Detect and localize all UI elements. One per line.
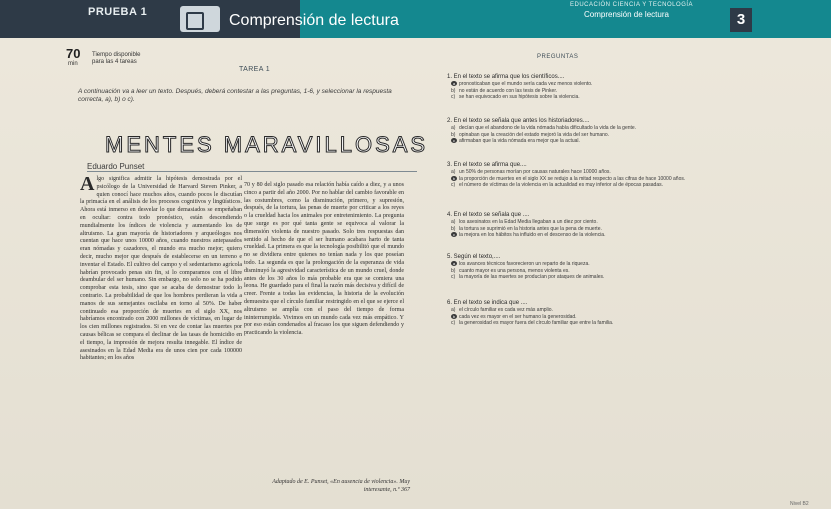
question-stem: 2. En el texto se señala que antes los historiadores.... — [447, 118, 590, 124]
option-text: la proporción de muertes en el siglo XX se redujo a la mitad respecto a las cifras de hace 10000 años. — [459, 175, 686, 182]
answer-option[interactable] — [447, 182, 827, 188]
question-2 — [447, 118, 827, 144]
option-text: pronosticaban que el mundo sería cada vez menos violento. — [459, 81, 593, 88]
question-6 — [447, 300, 827, 326]
answer-option[interactable] — [447, 138, 827, 144]
article-column-2: 70 y 80 del siglo pasado esa relación había caído a diez, y a unos cinco a partir del año 2000. Por no hablar del cambio favorable en las costumbres, como la disminución, primero, y supresión, después, de la tortura, las penas de muerte por criticar a los reyes o la crueldad hacia los animales por entretenimiento. La pregunta que surge es por qué tanta gente se equivoca al valorar la dimensión violenta de nuestro pasado. Solo tres respuestas dan sentido al hecho de que el ser humano acabara harto de tanta crueldad. La primera es que la tecnología posibilitó que el mundo no se dividiera entre quienes no tenían nada y los que poseían todo. La segunda es que la prolongación de la esperanza de vida disminuyó la agresividad característica de un mundo cruel, donde antes de los 30 años lo más probable era que se comiera una leona. He guardado para el final la razón más decisiva y difícil de creer. Frente a todas las evidencias, la historia de la evolución demuestra que el círculo familiar restringido en el que se ejerce el altruismo se amplía con el paso del tiempo de forma ininterrumpida. Vivimos en un mundo cada vez más empático. Y por eso están condenados al fracaso los que siguen defendiendo y practicando la violencia. — [244, 182, 404, 337]
option-mark: b) — [451, 267, 456, 274]
option-mark: a) — [451, 169, 456, 176]
option-text: afirmaban que la vida nómada era mejor que la actual. — [459, 137, 580, 144]
article-author: Eduardo Punset — [87, 162, 145, 171]
page-title: Comprensión de lectura — [229, 12, 399, 29]
footer-code: Nivel B2 — [790, 501, 809, 507]
questions-header: PREGUNTAS — [537, 54, 579, 60]
option-mark: c) — [451, 93, 456, 100]
option-mark: c) — [451, 319, 456, 326]
option-mark: c) — [451, 181, 456, 188]
question-stem: 6. En el texto se indica que .... — [447, 300, 528, 306]
option-text: la mayoría de las muertes se producían por ataques de animales. — [459, 273, 605, 280]
question-4 — [447, 212, 827, 238]
option-text: el círculo familiar es cada vez más amplio. — [459, 307, 553, 314]
option-mark: c) — [451, 273, 456, 280]
article-column-1-text: lgo significa admitir la hipótesis demostrada por el psicólogo de la Universidad de Harvard Steven Pinker, a quien conocí hace muchos años, cuando pocos le discutían la primacía en el análisis de los procesos cognitivos y lingüísticos. Ahora está inmerso en desvelar lo que demasiados se empeñaban en ocultar: contra todo pronóstico, están descendiendo mundialmente los índices de violencia y aumentando los de altruismo. La gran mayoría de historiadores y arqueólogos nos cuentan que hace unos 10000 años, cuando nuestros antepasados eran nómadas y cazadores, el mundo era mucho mejor; quiero decir, mucho mejor que después de establecerse en un terreno e inventar el Estado. El cultivo del campo y el sedentarismo agrícola habrían provocado penas sin fin, si lo comparamos con el libre deambular del ser humano. Sin embargo, no solo no se ha podido comprobar esta tesis, sino que se acaba de demostrar todo lo contrario. La probabilidad de que los hombres perdieran la vida a manos de sus semejantes oscilaba en torno al 50%. De haber continuado esa proporción de muertes en el siglo XX, nos habríamos encontrado con 2000 millones de víctimas, en lugar de los cien millones registrados. Si en vez de contar las muertes por causas bélicas se compara el declinar de las tasas de homicidio en el tiempo, la impresión de mejora resulta innegable. El índice de asesinados en la Edad Media era de unos cien por cada 100000 habitantes; en los años — [80, 176, 242, 362]
author-divider — [87, 171, 417, 172]
answer-option[interactable] — [447, 232, 827, 238]
option-mark: a — [452, 261, 456, 267]
test-label: PRUEBA 1 — [88, 6, 148, 18]
option-text: opinaban que la creación del estado mejoró la vida del ser humano. — [459, 131, 610, 138]
question-stem: 1. En el texto se afirma que los científicos.... — [447, 74, 565, 80]
option-text: la mejora en los hábitos ha influido en el descenso de la violencia. — [459, 231, 606, 238]
option-mark: a) — [451, 307, 456, 314]
article-credit: Adaptado de E. Punset, «En ausencia de violencia». Muy interesante, n.º 367 — [272, 479, 410, 493]
question-stem: 4. En el texto se señala que .... — [447, 212, 530, 218]
option-text: no están de acuerdo con las tesis de Pinker. — [459, 87, 558, 94]
question-1 — [447, 74, 827, 100]
question-5 — [447, 254, 827, 280]
drop-cap: A — [80, 173, 95, 195]
article-column-1 — [80, 173, 242, 363]
time-value: 70 — [66, 46, 81, 61]
option-text: un 50% de personas morían por causas naturales hace 10000 años. — [459, 169, 611, 176]
answer-option[interactable] — [447, 94, 827, 100]
reading-book-icon — [180, 6, 220, 32]
option-text: cada vez es mayor en el ser humano la generosidad. — [459, 313, 577, 320]
option-mark: a) — [451, 125, 456, 132]
question-stem: 5. Según el texto,.... — [447, 254, 501, 260]
section-label: Comprensión de lectura — [584, 10, 669, 19]
option-text: los avances técnicos favorecieron un reparto de la riqueza. — [459, 261, 590, 268]
series-tag: EDUCACIÓN CIENCIA Y TECNOLOGÍA — [570, 2, 694, 8]
option-mark: b — [452, 175, 456, 181]
option-mark: c — [453, 137, 455, 143]
option-mark: c — [453, 231, 455, 237]
option-mark: b) — [451, 131, 456, 138]
option-mark: b — [452, 313, 456, 319]
time-label: Tiempo disponible para las 4 tareas — [92, 52, 141, 65]
question-stem: 3. En el texto se afirma que.... — [447, 162, 527, 168]
option-mark: b) — [451, 87, 456, 94]
question-3 — [447, 162, 827, 188]
answer-option[interactable] — [447, 320, 827, 326]
option-mark: b) — [451, 225, 456, 232]
option-text: se han equivocado en sus hipótesis sobre la violencia. — [459, 93, 580, 100]
task-label: TAREA 1 — [239, 66, 271, 73]
option-text: decían que el abandono de la vida nómada había dificultado la vida de la gente. — [459, 125, 637, 132]
answer-option[interactable] — [447, 274, 827, 280]
instructions: A continuación va a leer un texto. Después, deberá contestar a las preguntas, 1-6, y seleccionar la respuesta correcta, a), b) o c). — [78, 88, 392, 103]
option-text: el número de víctimas de la violencia en la actualidad es muy inferior al de épocas pasadas. — [459, 181, 664, 188]
option-text: la tortura se suprimió en la historia antes que la pena de muerte. — [459, 225, 602, 232]
option-text: cuanto mayor es una persona, menos violenta es. — [459, 267, 570, 274]
article-title: MENTES MARAVILLOSAS — [105, 132, 429, 157]
option-text: los asesinatos en la Edad Media llegaban a un diez por ciento. — [459, 219, 598, 226]
page-number: 3 — [730, 8, 752, 32]
option-mark: a — [452, 81, 456, 87]
option-mark: a) — [451, 219, 456, 226]
time-unit: min — [68, 61, 78, 67]
option-text: la generosidad es mayor fuera del círculo familiar que entre la familia. — [459, 319, 614, 326]
